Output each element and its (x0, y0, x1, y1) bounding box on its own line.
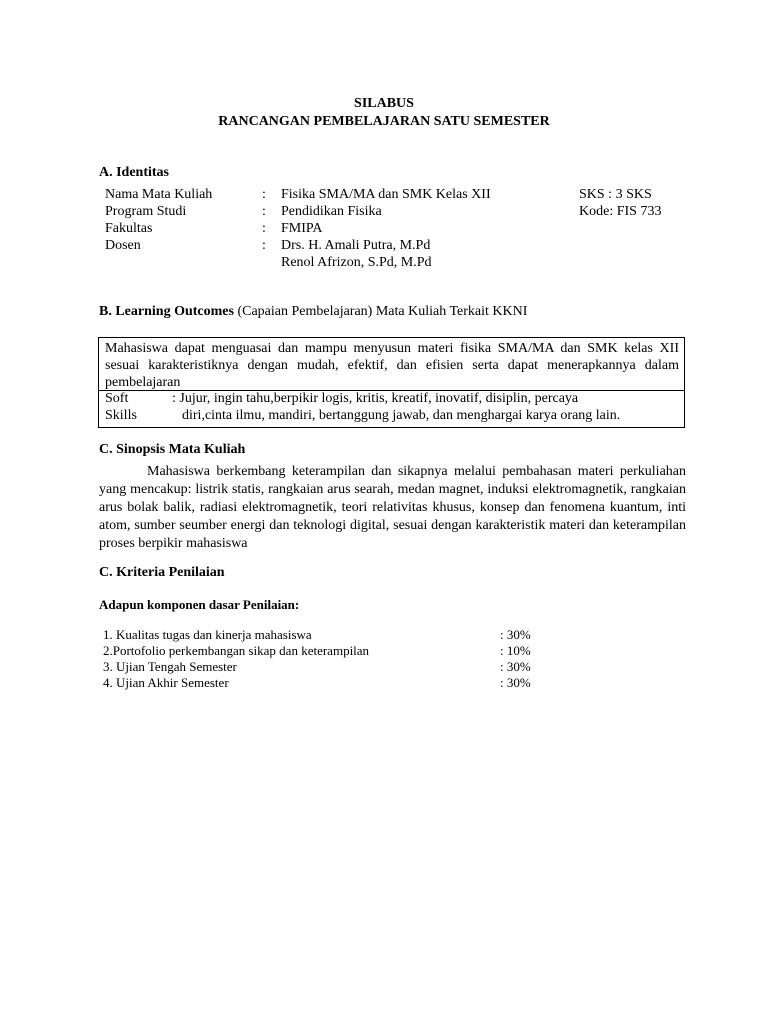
kriteria-item (103, 675, 531, 691)
identitas-label: Nama Mata Kuliah (105, 187, 213, 202)
kriteria-item (103, 643, 531, 659)
kriteria-item (103, 627, 531, 643)
identitas-label: Program Studi (105, 204, 187, 219)
identitas-value: Fisika SMA/MA dan SMK Kelas XII (281, 187, 491, 202)
sinopsis-heading: C. Sinopsis Mata Kuliah (99, 442, 246, 457)
kriteria-heading: C. Kriteria Penilaian (99, 565, 225, 580)
soft-skills-value-1: : Jujur, ingin tahu,berpikir logis, kritis, kreatif, inovatif, disiplin, percaya (172, 391, 579, 406)
identitas-value: Pendidikan Fisika (281, 204, 382, 219)
identitas-colon: : (262, 204, 266, 219)
document-title: SILABUS (354, 96, 414, 111)
sks-value: SKS : 3 SKS (579, 187, 652, 202)
kriteria-item-label: 4. Ujian Akhir Semester (103, 675, 229, 690)
identitas-value: Renol Afrizon, S.Pd, M.Pd (281, 255, 432, 270)
kriteria-item-label: 1. Kualitas tugas dan kinerja mahasiswa (103, 627, 312, 642)
kriteria-item-label: 2.Portofolio perkembangan sikap dan keterampilan (103, 643, 370, 658)
kriteria-item-pct: : 30% (500, 659, 531, 674)
learning-outcomes-text: Mahasiswa dapat menguasai dan mampu menyusun materi fisika SMA/MA dan SMK kelas XII sesuai karakteristiknya dengan mudah, efektif, dan efisien serta dapat menerapkannya dalam pembelajaran (105, 341, 679, 390)
kriteria-subheading: Adapun komponen dasar Penilaian: (99, 597, 300, 612)
kriteria-item (103, 659, 531, 675)
document-subtitle: RANCANGAN PEMBELAJARAN SATU SEMESTER (218, 114, 550, 129)
learning-outcomes-heading-bold: B. Learning Outcomes (99, 304, 234, 319)
soft-skills-label-2: Skills (105, 408, 137, 423)
identitas-colon: : (262, 221, 266, 236)
kriteria-item-pct: : 30% (500, 627, 531, 642)
soft-skills-label-1: Soft (105, 391, 129, 406)
sinopsis-text: Mahasiswa berkembang keterampilan dan sikapnya melalui pembahasan materi perkuliahan yang mencakup: listrik statis, rangkaian arus searah, medan magnet, induksi elektromagnetik, rangkaian arus bolak balik, radiasi elektromagnetik, teori relativitas khusus, konsep dan fenomena kuantum, inti atom, sumber seumber energi dan teknologi digital, sesuai dengan karakteristik materi dan keterampilan proses berpikir mahasiswa (99, 464, 686, 551)
identitas-colon: : (262, 238, 266, 253)
kriteria-item-label: 3. Ujian Tengah Semester (103, 659, 237, 674)
identitas-heading: A. Identitas (99, 165, 170, 180)
identitas-colon: : (262, 187, 266, 202)
identitas-value: FMIPA (281, 221, 323, 236)
kode-value: Kode: FIS 733 (579, 204, 662, 219)
soft-skills-value-2: diri,cinta ilmu, mandiri, bertanggung jawab, dan menghargai karya orang lain. (182, 408, 621, 423)
learning-outcomes-heading (99, 304, 527, 320)
kriteria-item-pct: : 10% (500, 643, 531, 658)
identitas-label: Dosen (105, 238, 141, 253)
learning-outcomes-heading-rest: (Capaian Pembelajaran) Mata Kuliah Terkait KKNI (233, 304, 528, 319)
learning-outcomes-box (98, 337, 685, 428)
identitas-label: Fakultas (105, 221, 153, 236)
kriteria-item-pct: : 30% (500, 675, 531, 690)
identitas-value: Drs. H. Amali Putra, M.Pd (281, 238, 431, 253)
